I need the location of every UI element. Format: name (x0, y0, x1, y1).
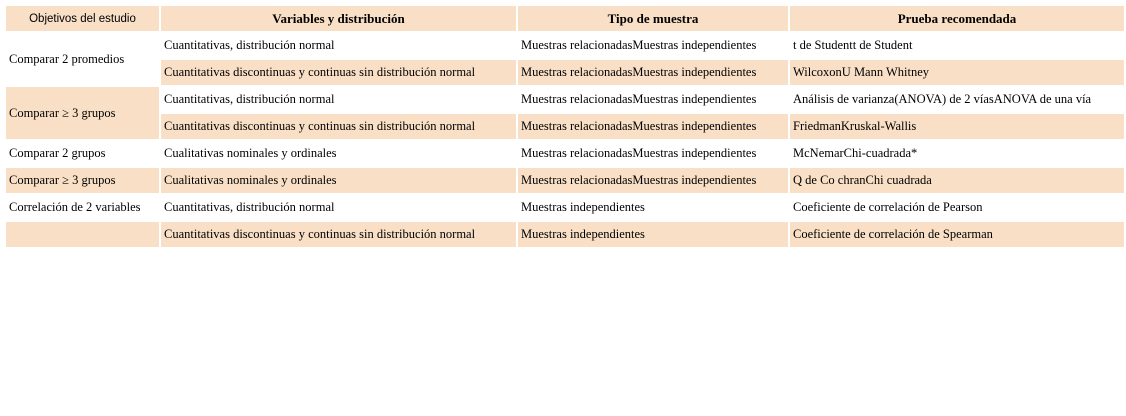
tipo-cell: Muestras independientes (518, 195, 788, 220)
prueba-cell: WilcoxonU Mann Whitney (790, 60, 1124, 85)
prueba-cell: Coeficiente de correlación de Pearson (790, 195, 1124, 220)
variables-cell: Cuantitativas, distribución normal (161, 33, 516, 58)
statistical-tests-table-container (4, 4, 1126, 249)
prueba-cell: t de Studentt de Student (790, 33, 1124, 58)
table-header-row (6, 6, 1124, 31)
prueba-cell: Análisis de varianza(ANOVA) de 2 víasANOVA de una vía (790, 87, 1124, 112)
tipo-cell: Muestras relacionadasMuestras independientes (518, 141, 788, 166)
tipo-cell: Muestras relacionadasMuestras independientes (518, 60, 788, 85)
objetivo-cell: Comparar ≥ 3 grupos (6, 168, 159, 193)
variables-cell: Cualitativas nominales y ordinales (161, 141, 516, 166)
variables-cell: Cuantitativas, distribución normal (161, 195, 516, 220)
statistical-tests-table (4, 4, 1126, 249)
tipo-cell: Muestras relacionadasMuestras independientes (518, 87, 788, 112)
variables-cell: Cuantitativas discontinuas y continuas sin distribución normal (161, 60, 516, 85)
tipo-cell: Muestras relacionadasMuestras independientes (518, 114, 788, 139)
table-row (6, 60, 1124, 85)
tipo-cell: Muestras relacionadasMuestras independientes (518, 33, 788, 58)
variables-cell: Cualitativas nominales y ordinales (161, 168, 516, 193)
prueba-cell: Coeficiente de correlación de Spearman (790, 222, 1124, 247)
header-variables: Variables y distribución (161, 6, 516, 31)
variables-cell: Cuantitativas discontinuas y continuas sin distribución normal (161, 222, 516, 247)
header-objetivos: Objetivos del estudio (6, 6, 159, 31)
tipo-cell: Muestras relacionadasMuestras independientes (518, 168, 788, 193)
variables-cell: Cuantitativas, distribución normal (161, 87, 516, 112)
objetivo-cell: Correlación de 2 variables (6, 195, 159, 220)
table-row (6, 195, 1124, 220)
table-row (6, 114, 1124, 139)
objetivo-cell: Comparar 2 grupos (6, 141, 159, 166)
table-row (6, 141, 1124, 166)
objetivo-cell: Comparar ≥ 3 grupos (6, 87, 159, 139)
table-row (6, 222, 1124, 247)
tipo-cell: Muestras independientes (518, 222, 788, 247)
header-prueba: Prueba recomendada (790, 6, 1124, 31)
objetivo-cell (6, 222, 159, 247)
objetivo-cell: Comparar 2 promedios (6, 33, 159, 85)
header-tipo: Tipo de muestra (518, 6, 788, 31)
prueba-cell: Q de Co chranChi cuadrada (790, 168, 1124, 193)
prueba-cell: FriedmanKruskal-Wallis (790, 114, 1124, 139)
prueba-cell: McNemarChi-cuadrada* (790, 141, 1124, 166)
variables-cell: Cuantitativas discontinuas y continuas sin distribución normal (161, 114, 516, 139)
table-row (6, 168, 1124, 193)
table-row (6, 33, 1124, 58)
table-row (6, 87, 1124, 112)
